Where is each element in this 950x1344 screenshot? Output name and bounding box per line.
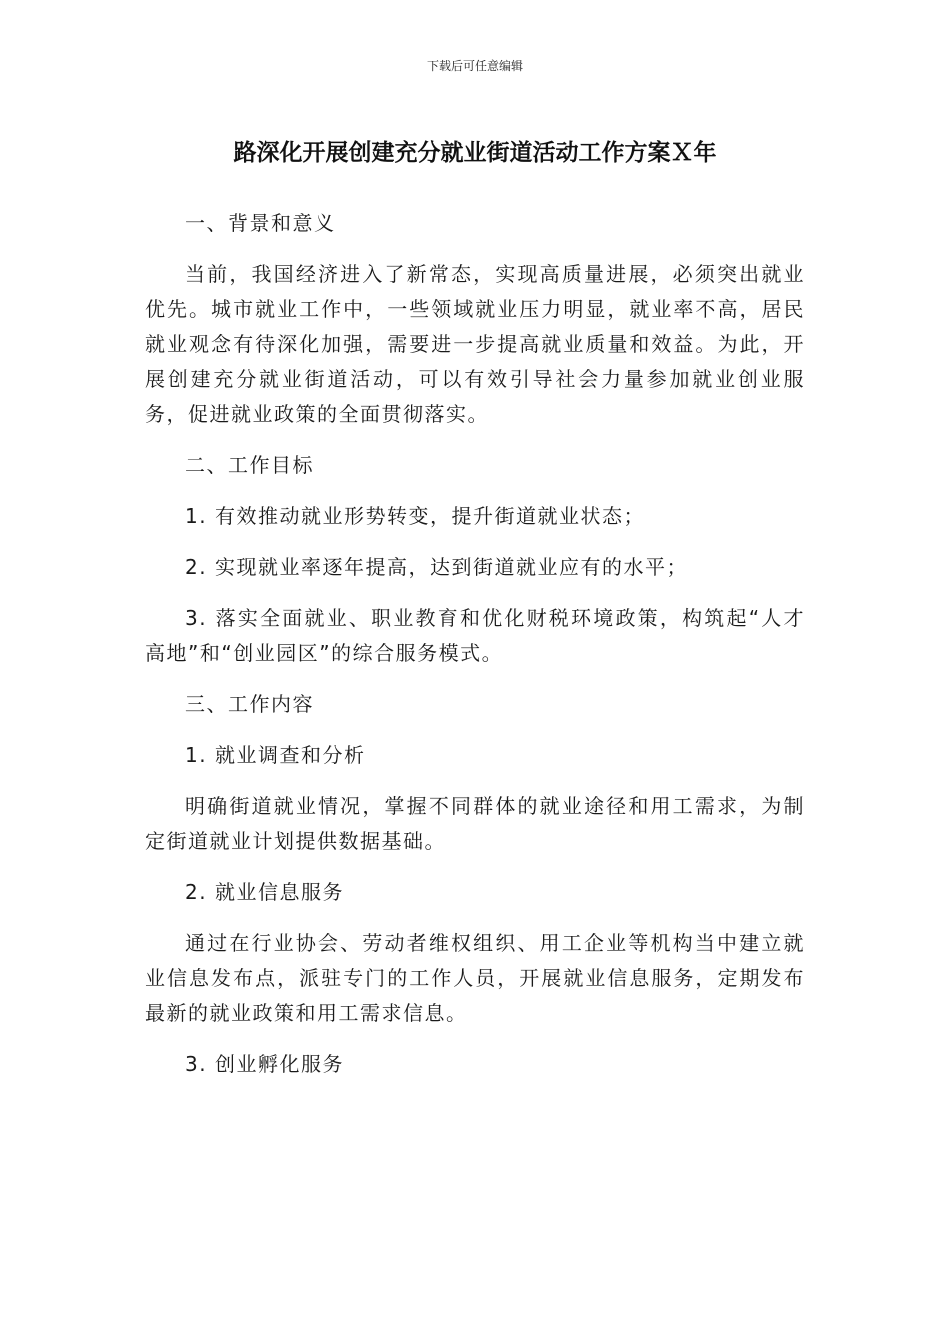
content-paragraph-2: 通过在行业协会、劳动者维权组织、用工企业等机构当中建立就业信息发布点，派驻专门的工作人员，开展就业信息服务，定期发布最新的就业政策和用工需求信息。 [145,931,805,1025]
content-subheading-2: 2. 就业信息服务 [185,880,344,904]
paragraph-background: 当前，我国经济进入了新常态，实现高质量进展，必须突出就业优先。城市就业工作中，一些领域就业压力明显，就业率不高，居民就业观念有待深化加强，需要进一步提高就业质量和效益。为此，开展创建充分就业街道活动，可以有效引导社会力量参加就业创业服务，促进就业政策的全面贯彻落实。 [145,262,805,426]
goal-item-2: 2. 实现就业率逐年提高，达到街道就业应有的水平； [185,555,688,579]
content-paragraph-1: 明确街道就业情况，掌握不同群体的就业途径和用工需求，为制定街道就业计划提供数据基础。 [145,794,805,853]
section-heading-background: 一、背景和意义 [185,211,336,235]
document-title: 路深化开展创建充分就业街道活动工作方案Ｘ年 [233,140,717,166]
section-heading-goals: 二、工作目标 [185,453,314,477]
goal-item-3: 3. 落实全面就业、职业教育和优化财税环境政策，构筑起“人才高地”和“创业园区”的综合服务模式。 [145,606,805,665]
document-body [145,206,805,1098]
page-header-note: 下载后可任意编辑 [426,59,523,73]
content-subheading-3: 3. 创业孵化服务 [185,1052,344,1076]
content-subheading-1: 1. 就业调查和分析 [185,743,366,767]
goal-item-1: 1. 有效推动就业形势转变，提升街道就业状态； [185,504,645,528]
section-heading-content: 三、工作内容 [185,692,314,716]
